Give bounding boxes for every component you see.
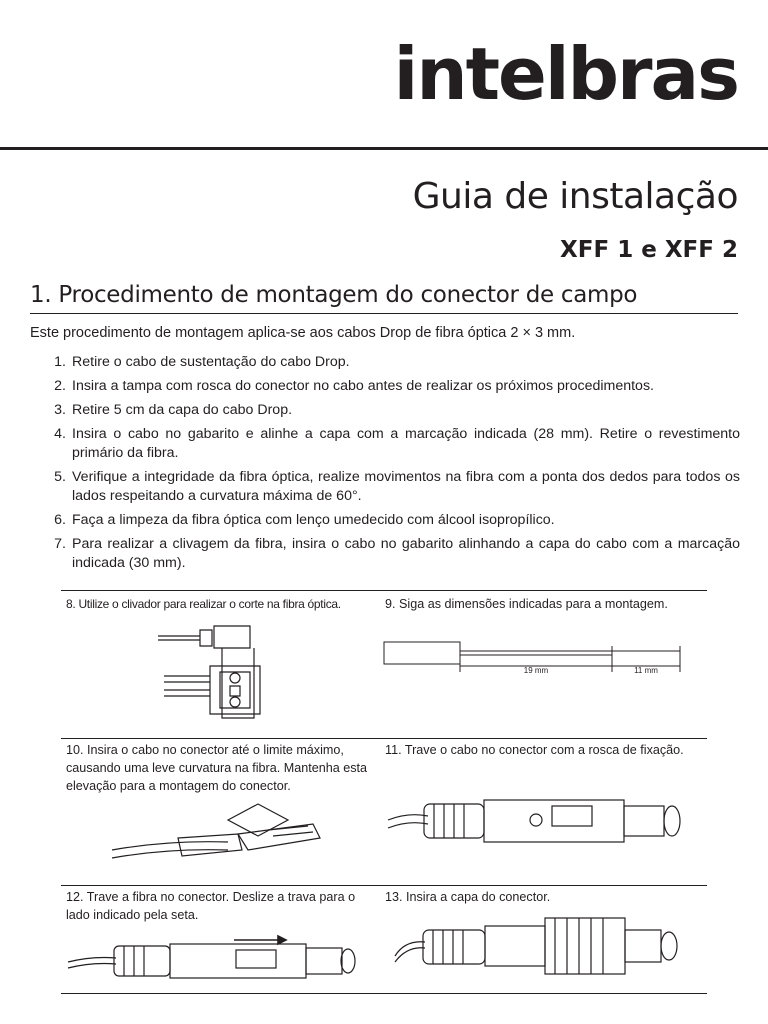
connector-insertion-illustration [108,800,328,870]
step-number: 7. [54,536,66,552]
step-text: Para realizar a clivagem da fibra, insira o cabo no gabarito alinhando a capa do cabo com a marcação indicada (30 mm). [72,536,740,571]
figure-grid-rule [61,885,707,886]
step-item [30,535,740,573]
step-item [30,377,740,396]
step-text: Verifique a integridade da fibra óptica, realize movimentos na fibra com a ponta dos dedos para todos os lados respeitando a curvatura máxima de 60°. [72,469,740,504]
section-rule [30,313,738,314]
step-item [30,468,740,506]
section-number: 1. [30,282,52,308]
fiber-dimensions-illustration [380,632,690,682]
figure-caption-8: 8. Utilize o clivador para realizar o corte na fibra óptica. [66,597,341,611]
threaded-cap-lock-illustration [388,792,688,852]
dimension-label-19mm: 19 mm [523,666,549,675]
step-text: Retire 5 cm da capa do cabo Drop. [72,402,293,418]
document-subtitle: XFF 1 e XFF 2 [560,237,738,263]
section-heading [30,282,637,308]
step-number: 1. [54,354,66,370]
dimension-label-11mm: 11 mm [634,666,658,675]
step-item [30,401,740,420]
figure-caption-13: 13. Insira a capa do conector. [385,890,551,904]
figure-caption-9: 9. Siga as dimensões indicadas para a montagem. [385,597,668,611]
steps-list [30,353,740,578]
step-number: 3. [54,402,66,418]
figure-grid-rule [61,993,707,994]
figure-caption-12: 12. Trave a fibra no conector. Deslize a trava para o lado indicado pela seta. [66,890,356,922]
step-number: 2. [54,378,66,394]
step-number: 5. [54,469,66,485]
section-title: Procedimento de montagem do conector de campo [58,282,638,308]
step-text: Retire o cabo de sustentação do cabo Drop. [72,354,350,370]
section-intro: Este procedimento de montagem aplica-se aos cabos Drop de fibra óptica 2 × 3 mm. [30,325,576,341]
figure-grid-rule [61,590,707,591]
step-text: Insira a tampa com rosca do conector no cabo antes de realizar os próximos procedimentos. [72,378,654,394]
cleaver-illustration [150,618,270,730]
step-item [30,425,740,463]
figure-caption-11: 11. Trave o cabo no conector com a rosca de fixação. [385,743,684,757]
fiber-lock-slide-illustration [68,936,368,986]
header-rule [0,147,768,150]
figure-grid-rule [61,738,707,739]
document-title: Guia de instalação [412,176,738,217]
step-item [30,511,740,530]
step-number: 4. [54,426,66,442]
step-text: Faça a limpeza da fibra óptica com lenço umedecido com álcool isopropílico. [72,512,555,528]
connector-cover-illustration [395,912,685,978]
figure-caption-10: 10. Insira o cabo no conector até o limite máximo, causando uma leve curvatura na fibra. Mantenha esta elevação para a montagem do conector. [66,743,368,793]
step-item [30,353,740,372]
step-number: 6. [54,512,66,528]
brand-logo: intelbras [393,32,738,116]
step-text: Insira o cabo no gabarito e alinhe a capa com a marcação indicada (28 mm). Retire o revestimento primário da fibra. [72,426,740,461]
